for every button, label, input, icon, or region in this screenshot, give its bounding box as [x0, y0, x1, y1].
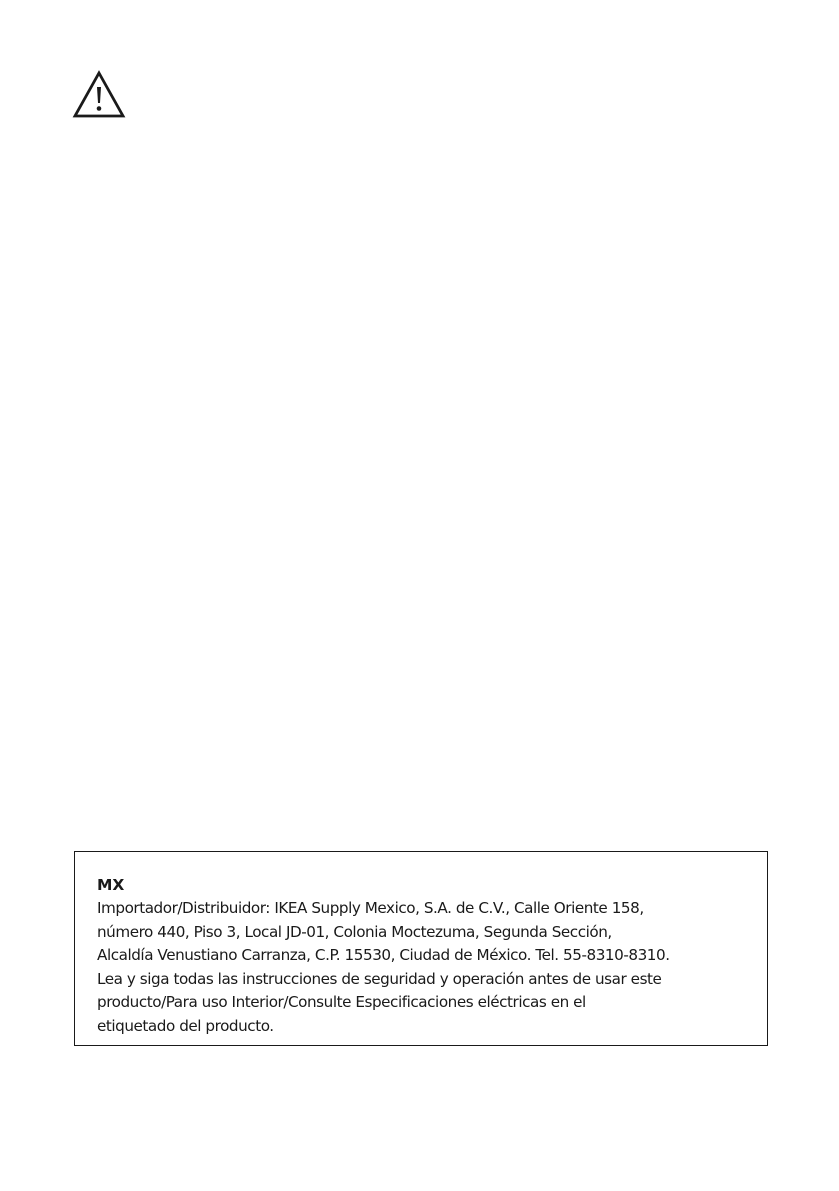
importer-notice-box: [74, 851, 768, 1046]
notice-line: producto/Para uso Interior/Consulte Especificaciones eléctricas en el: [97, 993, 586, 1011]
notice-line: Alcaldía Venustiano Carranza, C.P. 15530, Ciudad de México. Tel. 55-8310-8310.: [97, 946, 670, 964]
notice-line: Lea y siga todas las instrucciones de seguridad y operación antes de usar este: [97, 969, 662, 988]
notice-line: Importador/Distribuidor: IKEA Supply Mexico, S.A. de C.V., Calle Oriente 158,: [97, 899, 644, 917]
notice-line: etiquetado del producto.: [97, 1016, 274, 1035]
warning-triangle-icon: [72, 70, 126, 120]
notice-line: número 440, Piso 3, Local JD-01, Colonia Moctezuma, Segunda Sección,: [97, 922, 612, 941]
notice-text: [97, 897, 747, 1038]
country-code-heading: MX: [97, 876, 125, 894]
